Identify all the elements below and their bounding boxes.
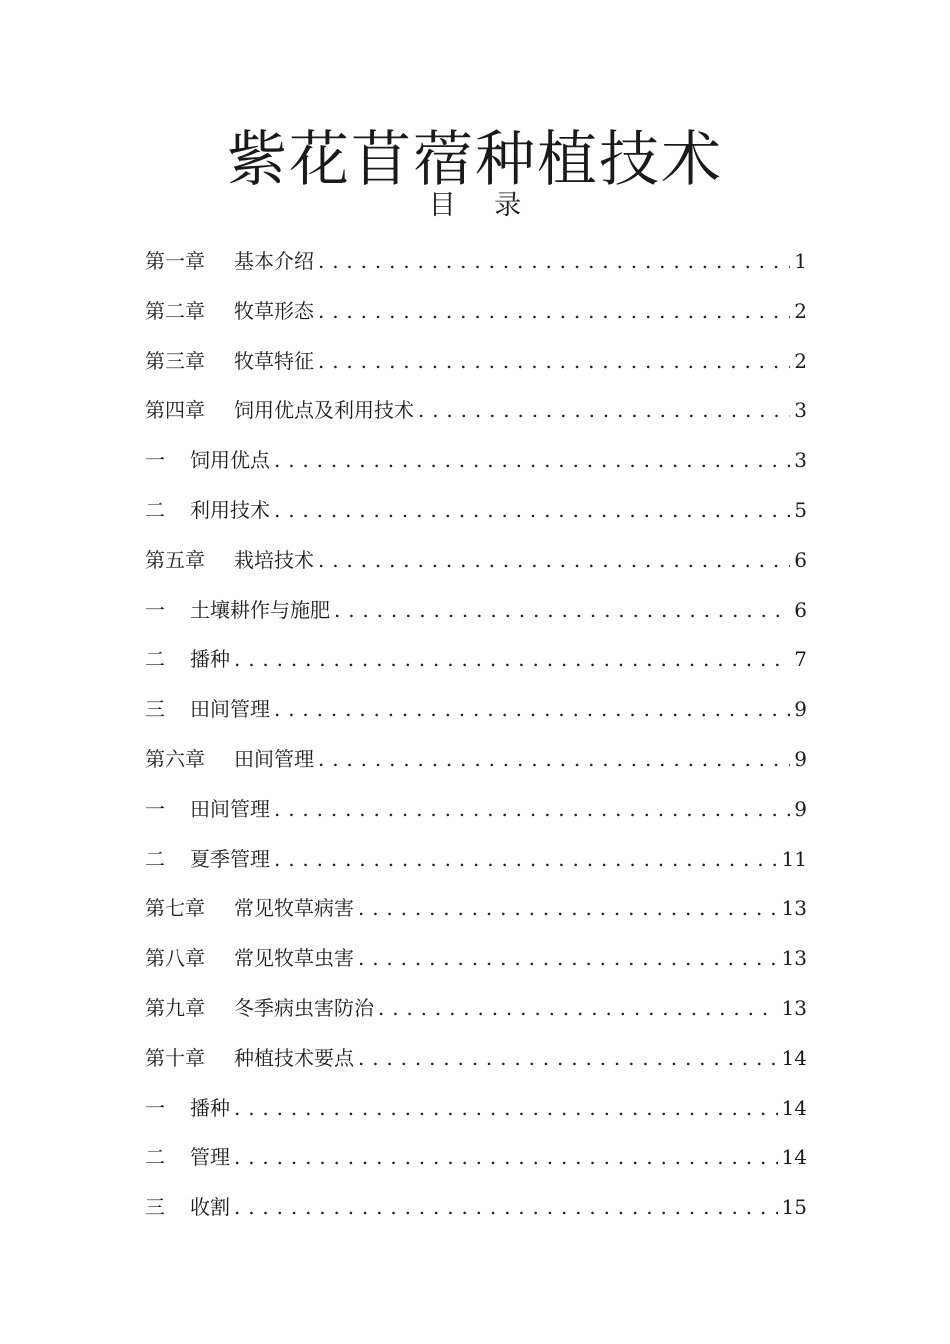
toc-dot-leader: [318, 292, 790, 330]
toc-dot-leader: [318, 242, 790, 280]
toc-entry-number: 第六章: [145, 746, 205, 771]
toc-entry-number: 第二章: [145, 298, 205, 323]
toc-entry[interactable]: [145, 1089, 807, 1139]
toc-entry-title: 收割: [190, 1195, 230, 1220]
toc-entry-number: 第七章: [145, 896, 205, 921]
toc-entry-page-number: 9: [794, 697, 807, 722]
toc-entry-page-number: 9: [794, 746, 807, 771]
toc-entry[interactable]: [145, 242, 807, 292]
toc-entry-page-number: 7: [794, 647, 807, 672]
toc-entry-title: 常见牧草虫害: [234, 946, 354, 971]
toc-entry-title: 田间管理: [190, 796, 270, 821]
toc-entry-title: 饲用优点及利用技术: [234, 398, 414, 423]
toc-entry-page-number: 13: [781, 946, 807, 971]
toc-entry[interactable]: [145, 790, 807, 840]
toc-entry[interactable]: [145, 1188, 807, 1238]
toc-entry-title: 冬季病虫害防治: [234, 995, 374, 1020]
toc-entry-page-number: 3: [794, 398, 807, 423]
toc-entry-title: 田间管理: [190, 697, 270, 722]
toc-dot-leader: [358, 939, 778, 977]
toc-entry-page-number: 13: [781, 896, 807, 921]
toc-entry-number: 第十章: [145, 1045, 205, 1070]
toc-entry-page-number: 2: [794, 298, 807, 323]
toc-entry-number: 第五章: [145, 547, 205, 572]
toc-entry-page-number: 3: [794, 448, 807, 473]
toc-entry[interactable]: [145, 1039, 807, 1089]
toc-entry-number: 一: [145, 448, 165, 473]
toc-dot-leader: [234, 1089, 778, 1127]
toc-entry-number: 三: [145, 697, 165, 722]
toc-entry-page-number: 14: [781, 1095, 807, 1120]
toc-dot-leader: [274, 840, 778, 878]
toc-entry-page-number: 9: [794, 796, 807, 821]
toc-entry[interactable]: [145, 292, 807, 342]
toc-entry-title: 牧草形态: [234, 298, 314, 323]
toc-entry-number: 第八章: [145, 946, 205, 971]
toc-entry-number: 二: [145, 497, 165, 522]
toc-entry-page-number: 5: [794, 497, 807, 522]
toc-entry-title: 播种: [190, 647, 230, 672]
toc-entry[interactable]: [145, 1138, 807, 1188]
toc-entry[interactable]: [145, 342, 807, 392]
toc-dot-leader: [334, 591, 790, 629]
toc-entry-page-number: 1: [794, 249, 807, 273]
toc-entry-number: 二: [145, 1145, 165, 1170]
toc-dot-leader: [274, 790, 790, 828]
toc-dot-leader: [274, 491, 790, 529]
table-of-contents: [145, 242, 807, 1238]
toc-dot-leader: [358, 889, 778, 927]
toc-dot-leader: [318, 541, 790, 579]
toc-entry-title: 土壤耕作与施肥: [190, 597, 330, 622]
toc-entry-page-number: 11: [781, 846, 807, 871]
toc-entry-number: 第四章: [145, 398, 205, 423]
toc-dot-leader: [274, 690, 790, 728]
toc-dot-leader: [378, 989, 778, 1027]
toc-entry-title: 田间管理: [234, 746, 314, 771]
toc-entry[interactable]: [145, 840, 807, 890]
toc-entry-number: 一: [145, 1095, 165, 1120]
toc-dot-leader: [274, 441, 790, 479]
toc-heading: 目 录: [428, 190, 522, 221]
toc-dot-leader: [418, 391, 790, 429]
toc-entry-title: 基本介绍: [234, 249, 314, 273]
toc-entry[interactable]: [145, 939, 807, 989]
toc-entry[interactable]: [145, 640, 807, 690]
toc-entry-number: 二: [145, 846, 165, 871]
toc-dot-leader: [358, 1039, 778, 1077]
toc-entry-title: 饲用优点: [190, 448, 270, 473]
toc-dot-leader: [318, 740, 790, 778]
toc-entry[interactable]: [145, 740, 807, 790]
toc-entry-title: 管理: [190, 1145, 230, 1170]
toc-entry[interactable]: [145, 690, 807, 740]
toc-entry-number: 第三章: [145, 348, 205, 373]
toc-dot-leader: [234, 1138, 778, 1176]
toc-entry-page-number: 14: [781, 1045, 807, 1070]
toc-entry-number: 第一章: [145, 249, 205, 273]
toc-entry-title: 种植技术要点: [234, 1045, 354, 1070]
toc-entry-title: 夏季管理: [190, 846, 270, 871]
toc-entry-number: 三: [145, 1195, 165, 1220]
toc-entry[interactable]: [145, 541, 807, 591]
toc-entry-title: 常见牧草病害: [234, 896, 354, 921]
toc-entry-title: 播种: [190, 1095, 230, 1120]
toc-entry-title: 栽培技术: [234, 547, 314, 572]
toc-entry-title: 利用技术: [190, 497, 270, 522]
toc-entry-page-number: 6: [794, 547, 807, 572]
toc-entry[interactable]: [145, 989, 807, 1039]
toc-entry-page-number: 15: [781, 1195, 807, 1220]
toc-entry[interactable]: [145, 889, 807, 939]
toc-entry-number: 一: [145, 796, 165, 821]
toc-entry-page-number: 13: [781, 995, 807, 1020]
toc-entry-page-number: 14: [781, 1145, 807, 1170]
toc-dot-leader: [318, 342, 790, 380]
toc-entry[interactable]: [145, 391, 807, 441]
document-title: 紫花苜蓿种植技术: [227, 125, 723, 196]
toc-entry[interactable]: [145, 441, 807, 491]
toc-dot-leader: [234, 1188, 778, 1226]
toc-entry-page-number: 2: [794, 348, 807, 373]
toc-entry-number: 一: [145, 597, 165, 622]
toc-entry-number: 二: [145, 647, 165, 672]
toc-entry-page-number: 6: [794, 597, 807, 622]
toc-entry[interactable]: [145, 591, 807, 641]
toc-entry-number: 第九章: [145, 995, 205, 1020]
toc-entry[interactable]: [145, 491, 807, 541]
toc-dot-leader: [234, 640, 790, 678]
toc-entry-title: 牧草特征: [234, 348, 314, 373]
